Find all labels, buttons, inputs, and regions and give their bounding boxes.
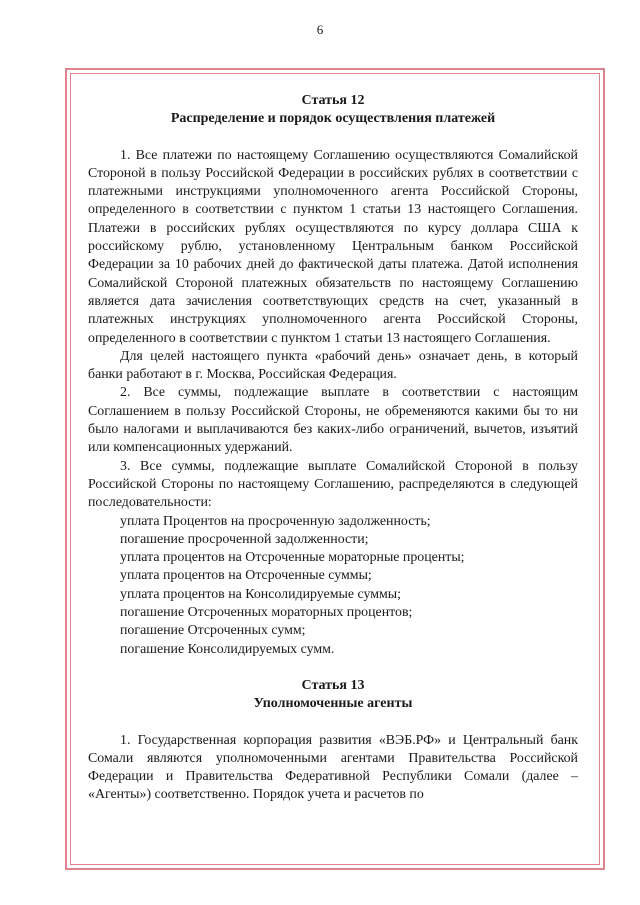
list-item: погашение Отсроченных сумм; <box>120 623 306 639</box>
document-body <box>88 92 578 805</box>
article-12-paragraph-2: 2. Все суммы, подлежащие выплате в соответствии с настоящим Соглашением в пользу Российской Стороны, не обременяются какими бы то ни было налогами и выплачиваются без каких-либо ограничений, вычетов, изъятий или компенсационных удержаний. <box>88 385 578 456</box>
page-number: 6 <box>316 22 324 37</box>
list-item: уплата процентов на Отсроченные мораторные проценты; <box>120 550 465 566</box>
article-12-paragraph-3: 3. Все суммы, подлежащие выплате Сомалийской Стороной в пользу Российской Стороны по настоящему Соглашению, распределяются в следующей последовательности: <box>88 458 578 511</box>
article-13 <box>88 677 578 805</box>
list-item: уплата процентов на Консолидируемые суммы; <box>120 586 401 602</box>
list-item: погашение Консолидируемых сумм. <box>120 641 335 657</box>
list-item: уплата Процентов на просроченную задолженность; <box>120 513 431 529</box>
list-item: погашение Отсроченных мораторных процентов; <box>120 605 413 621</box>
article-12-paragraph-1: 1. Все платежи по настоящему Соглашению осуществляются Сомалийской Стороной в пользу Российской Федерации в российских рублях в соответствии с платежными инструкциями уполномоченного агента Российской Стороны, определенного в соответствии с пунктом 1 статьи 13 настоящего Соглашения. Платежи в российских рублях осуществляются по курсу доллара США к российскому рублю, установленному Центральным банком Российской Федерации за 10 рабочих дней до фактической даты платежа. Датой исполнения Сомалийской Стороной платежных обязательств по настоящему Соглашению является дата зачисления соответствующих средств на счет, указанный в платежных инструкциях уполномоченного агента Российской Стороны, определенного в соответствии с пунктом 1 статьи 13 настоящего Соглашения. <box>88 147 578 346</box>
article-13-heading: Статья 13 <box>301 677 365 693</box>
payment-sequence-list <box>88 513 578 659</box>
article-12-heading: Статья 12 <box>301 93 365 108</box>
list-item: уплата процентов на Отсроченные суммы; <box>120 568 372 584</box>
article-13-title: Уполномоченные агенты <box>253 696 413 712</box>
article-12-title: Распределение и порядок осуществления платежей <box>170 111 496 127</box>
article-13-paragraph-1: 1. Государственная корпорация развития «ВЭБ.РФ» и Центральный банк Сомали являются уполномоченными агентами Правительства Российской Федерации и Правительства Федеративной Республики Сомали (далее – «Агенты») соответственно. Порядок учета и расчетов по <box>88 732 578 803</box>
article-12 <box>88 92 578 659</box>
article-12-paragraph-1b: Для целей настоящего пункта «рабочий день» означает день, в который банки работают в г. Москва, Российская Федерация. <box>88 348 578 383</box>
list-item: погашение просроченной задолженности; <box>120 531 369 547</box>
